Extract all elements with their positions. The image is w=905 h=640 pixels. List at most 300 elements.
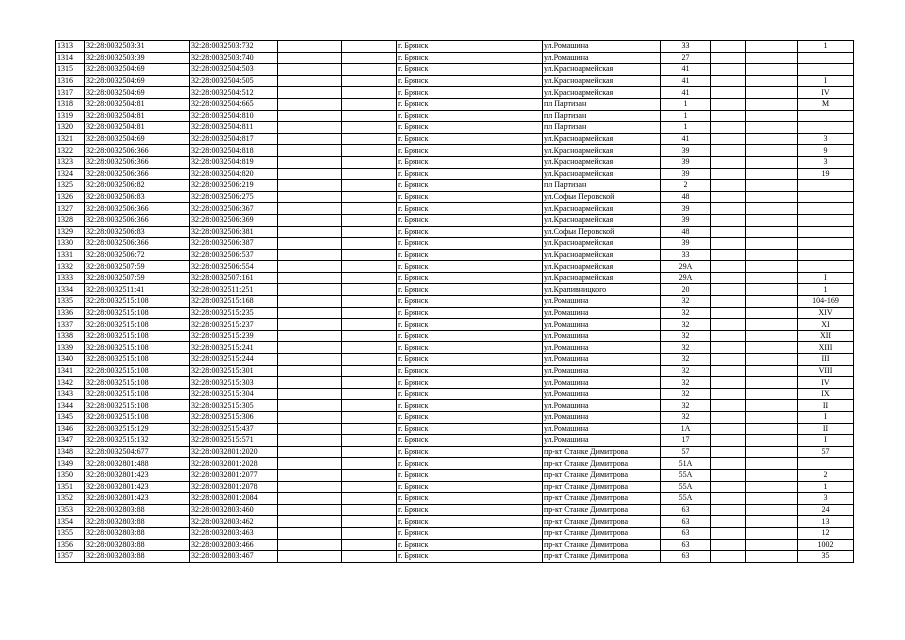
- street-cell: ул.Ромашина: [543, 41, 661, 53]
- city-cell: г. Брянск: [397, 226, 543, 238]
- table-row: [56, 261, 854, 273]
- table-row: [56, 400, 854, 412]
- empty-cell: [711, 284, 746, 296]
- land-cadastral-number-cell: 32:28:0032506:366: [85, 156, 190, 168]
- land-cadastral-number-cell: 32:28:0032506:366: [85, 203, 190, 215]
- object-cadastral-number-cell: 32:28:0032504:819: [190, 156, 278, 168]
- empty-cell: [342, 214, 397, 226]
- empty-cell: [278, 238, 342, 250]
- empty-cell: [278, 330, 342, 342]
- empty-cell: [278, 377, 342, 389]
- empty-cell: [278, 52, 342, 64]
- row-number-cell: 1338: [56, 330, 85, 342]
- object-cadastral-number-cell: 32:28:0032504:503: [190, 64, 278, 76]
- empty-cell: [746, 365, 798, 377]
- street-cell: ул.Красноармейская: [543, 249, 661, 261]
- city-cell: г. Брянск: [397, 319, 543, 331]
- object-cadastral-number-cell: 32:28:0032506:387: [190, 238, 278, 250]
- empty-cell: [746, 435, 798, 447]
- object-cadastral-number-cell: 32:28:0032515:571: [190, 435, 278, 447]
- house-number-cell: 32: [661, 412, 711, 424]
- empty-cell: [342, 504, 397, 516]
- empty-cell: [278, 64, 342, 76]
- empty-cell: [711, 191, 746, 203]
- land-cadastral-number-cell: 32:28:0032803:88: [85, 551, 190, 563]
- object-cadastral-number-cell: 32:28:0032801:2078: [190, 481, 278, 493]
- empty-cell: [342, 435, 397, 447]
- row-number-cell: 1321: [56, 133, 85, 145]
- row-number-cell: 1353: [56, 504, 85, 516]
- empty-cell: [746, 145, 798, 157]
- object-cadastral-number-cell: 32:28:0032801:2084: [190, 493, 278, 505]
- premises-number-cell: XIV: [798, 307, 854, 319]
- row-number-cell: 1313: [56, 41, 85, 53]
- empty-cell: [342, 469, 397, 481]
- city-cell: г. Брянск: [397, 98, 543, 110]
- row-number-cell: 1345: [56, 412, 85, 424]
- empty-cell: [278, 354, 342, 366]
- house-number-cell: 32: [661, 377, 711, 389]
- house-number-cell: 20: [661, 284, 711, 296]
- row-number-cell: 1333: [56, 272, 85, 284]
- street-cell: ул.Красноармейская: [543, 145, 661, 157]
- empty-cell: [711, 516, 746, 528]
- object-cadastral-number-cell: 32:28:0032515:303: [190, 377, 278, 389]
- empty-cell: [342, 284, 397, 296]
- empty-cell: [278, 75, 342, 87]
- house-number-cell: 63: [661, 516, 711, 528]
- premises-number-cell: 19: [798, 168, 854, 180]
- city-cell: г. Брянск: [397, 388, 543, 400]
- registry-rows: [56, 41, 854, 563]
- empty-cell: [711, 307, 746, 319]
- land-cadastral-number-cell: 32:28:0032504:69: [85, 133, 190, 145]
- object-cadastral-number-cell: 32:28:0032515:237: [190, 319, 278, 331]
- street-cell: ул.Софьи Перовской: [543, 226, 661, 238]
- empty-cell: [746, 377, 798, 389]
- empty-cell: [342, 203, 397, 215]
- empty-cell: [711, 98, 746, 110]
- city-cell: г. Брянск: [397, 133, 543, 145]
- street-cell: ул.Красноармейская: [543, 168, 661, 180]
- empty-cell: [342, 400, 397, 412]
- row-number-cell: 1356: [56, 539, 85, 551]
- house-number-cell: 32: [661, 400, 711, 412]
- city-cell: г. Брянск: [397, 156, 543, 168]
- empty-cell: [278, 423, 342, 435]
- object-cadastral-number-cell: 32:28:0032515:244: [190, 354, 278, 366]
- empty-cell: [342, 64, 397, 76]
- house-number-cell: 57: [661, 446, 711, 458]
- empty-cell: [342, 156, 397, 168]
- row-number-cell: 1323: [56, 156, 85, 168]
- empty-cell: [342, 87, 397, 99]
- table-row: [56, 272, 854, 284]
- street-cell: пр-кт Станке Димитрова: [543, 504, 661, 516]
- street-cell: ул.Ромашина: [543, 342, 661, 354]
- object-cadastral-number-cell: 32:28:0032515:305: [190, 400, 278, 412]
- table-row: [56, 64, 854, 76]
- empty-cell: [342, 458, 397, 470]
- land-cadastral-number-cell: 32:28:0032515:108: [85, 330, 190, 342]
- land-cadastral-number-cell: 32:28:0032504:81: [85, 122, 190, 134]
- land-cadastral-number-cell: 32:28:0032515:108: [85, 412, 190, 424]
- empty-cell: [711, 226, 746, 238]
- premises-number-cell: [798, 238, 854, 250]
- house-number-cell: 63: [661, 527, 711, 539]
- street-cell: пр-кт Станке Димитрова: [543, 481, 661, 493]
- street-cell: пл Партизан: [543, 180, 661, 192]
- empty-cell: [278, 481, 342, 493]
- empty-cell: [746, 238, 798, 250]
- object-cadastral-number-cell: 32:28:0032504:817: [190, 133, 278, 145]
- table-row: [56, 423, 854, 435]
- empty-cell: [278, 180, 342, 192]
- house-number-cell: 1: [661, 122, 711, 134]
- empty-cell: [278, 527, 342, 539]
- empty-cell: [711, 41, 746, 53]
- row-number-cell: 1343: [56, 388, 85, 400]
- house-number-cell: 2: [661, 180, 711, 192]
- land-cadastral-number-cell: 32:28:0032803:88: [85, 539, 190, 551]
- object-cadastral-number-cell: 32:28:0032503:740: [190, 52, 278, 64]
- object-cadastral-number-cell: 32:28:0032507:161: [190, 272, 278, 284]
- object-cadastral-number-cell: 32:28:0032504:665: [190, 98, 278, 110]
- table-row: [56, 527, 854, 539]
- street-cell: ул.Красноармейская: [543, 75, 661, 87]
- object-cadastral-number-cell: 32:28:0032504:820: [190, 168, 278, 180]
- empty-cell: [342, 330, 397, 342]
- premises-number-cell: [798, 64, 854, 76]
- empty-cell: [746, 388, 798, 400]
- empty-cell: [342, 261, 397, 273]
- table-row: [56, 516, 854, 528]
- street-cell: ул.Ромашина: [543, 307, 661, 319]
- table-row: [56, 122, 854, 134]
- city-cell: г. Брянск: [397, 342, 543, 354]
- land-cadastral-number-cell: 32:28:0032801:423: [85, 481, 190, 493]
- table-row: [56, 52, 854, 64]
- row-number-cell: 1318: [56, 98, 85, 110]
- empty-cell: [278, 110, 342, 122]
- street-cell: пл Партизан: [543, 122, 661, 134]
- land-cadastral-number-cell: 32:28:0032801:423: [85, 493, 190, 505]
- empty-cell: [342, 249, 397, 261]
- empty-cell: [746, 284, 798, 296]
- city-cell: г. Брянск: [397, 400, 543, 412]
- object-cadastral-number-cell: 32:28:0032504:811: [190, 122, 278, 134]
- city-cell: г. Брянск: [397, 64, 543, 76]
- land-cadastral-number-cell: 32:28:0032515:108: [85, 296, 190, 308]
- row-number-cell: 1351: [56, 481, 85, 493]
- land-cadastral-number-cell: 32:28:0032511:41: [85, 284, 190, 296]
- land-cadastral-number-cell: 32:28:0032506:366: [85, 214, 190, 226]
- empty-cell: [278, 493, 342, 505]
- empty-cell: [342, 539, 397, 551]
- empty-cell: [711, 400, 746, 412]
- table-row: [56, 226, 854, 238]
- empty-cell: [711, 539, 746, 551]
- object-cadastral-number-cell: 32:28:0032801:2028: [190, 458, 278, 470]
- empty-cell: [342, 122, 397, 134]
- row-number-cell: 1352: [56, 493, 85, 505]
- empty-cell: [711, 412, 746, 424]
- empty-cell: [746, 551, 798, 563]
- house-number-cell: 55А: [661, 469, 711, 481]
- row-number-cell: 1339: [56, 342, 85, 354]
- empty-cell: [342, 191, 397, 203]
- house-number-cell: 39: [661, 156, 711, 168]
- city-cell: г. Брянск: [397, 110, 543, 122]
- row-number-cell: 1332: [56, 261, 85, 273]
- premises-number-cell: 9: [798, 145, 854, 157]
- street-cell: пр-кт Станке Димитрова: [543, 446, 661, 458]
- street-cell: пр-кт Станке Димитрова: [543, 458, 661, 470]
- object-cadastral-number-cell: 32:28:0032803:460: [190, 504, 278, 516]
- empty-cell: [711, 423, 746, 435]
- city-cell: г. Брянск: [397, 446, 543, 458]
- premises-number-cell: IX: [798, 388, 854, 400]
- row-number-cell: 1326: [56, 191, 85, 203]
- row-number-cell: 1357: [56, 551, 85, 563]
- table-row: [56, 469, 854, 481]
- empty-cell: [342, 307, 397, 319]
- row-number-cell: 1348: [56, 446, 85, 458]
- land-cadastral-number-cell: 32:28:0032515:108: [85, 307, 190, 319]
- empty-cell: [711, 145, 746, 157]
- empty-cell: [278, 272, 342, 284]
- land-cadastral-number-cell: 32:28:0032506:366: [85, 145, 190, 157]
- premises-number-cell: 1: [798, 284, 854, 296]
- city-cell: г. Брянск: [397, 377, 543, 389]
- empty-cell: [746, 342, 798, 354]
- table-row: [56, 98, 854, 110]
- city-cell: г. Брянск: [397, 41, 543, 53]
- empty-cell: [711, 261, 746, 273]
- premises-number-cell: 3: [798, 493, 854, 505]
- land-cadastral-number-cell: 32:28:0032803:88: [85, 504, 190, 516]
- premises-number-cell: I: [798, 272, 854, 284]
- empty-cell: [711, 238, 746, 250]
- street-cell: ул.Ромашина: [543, 377, 661, 389]
- empty-cell: [342, 41, 397, 53]
- land-cadastral-number-cell: 32:28:0032515:108: [85, 319, 190, 331]
- land-cadastral-number-cell: 32:28:0032503:31: [85, 41, 190, 53]
- street-cell: ул.Ромашина: [543, 319, 661, 331]
- empty-cell: [711, 52, 746, 64]
- row-number-cell: 1342: [56, 377, 85, 389]
- object-cadastral-number-cell: 32:28:0032801:2020: [190, 446, 278, 458]
- object-cadastral-number-cell: 32:28:0032515:304: [190, 388, 278, 400]
- object-cadastral-number-cell: 32:28:0032801:2077: [190, 469, 278, 481]
- house-number-cell: 27: [661, 52, 711, 64]
- empty-cell: [278, 307, 342, 319]
- empty-cell: [746, 330, 798, 342]
- row-number-cell: 1350: [56, 469, 85, 481]
- empty-cell: [278, 87, 342, 99]
- premises-number-cell: 2: [798, 469, 854, 481]
- empty-cell: [278, 388, 342, 400]
- house-number-cell: 17: [661, 435, 711, 447]
- table-row: [56, 75, 854, 87]
- land-cadastral-number-cell: 32:28:0032503:39: [85, 52, 190, 64]
- empty-cell: [342, 527, 397, 539]
- premises-number-cell: 3: [798, 133, 854, 145]
- premises-number-cell: XIII: [798, 342, 854, 354]
- house-number-cell: 1: [661, 110, 711, 122]
- street-cell: ул.Красноармейская: [543, 272, 661, 284]
- land-cadastral-number-cell: 32:28:0032506:366: [85, 168, 190, 180]
- premises-number-cell: 1: [798, 41, 854, 53]
- house-number-cell: 39: [661, 238, 711, 250]
- city-cell: г. Брянск: [397, 354, 543, 366]
- empty-cell: [746, 214, 798, 226]
- table-row: [56, 330, 854, 342]
- empty-cell: [278, 145, 342, 157]
- street-cell: ул.Софьи Перовской: [543, 191, 661, 203]
- premises-number-cell: XI: [798, 319, 854, 331]
- row-number-cell: 1337: [56, 319, 85, 331]
- object-cadastral-number-cell: 32:28:0032511:251: [190, 284, 278, 296]
- empty-cell: [711, 214, 746, 226]
- empty-cell: [746, 307, 798, 319]
- empty-cell: [278, 319, 342, 331]
- row-number-cell: 1354: [56, 516, 85, 528]
- empty-cell: [711, 203, 746, 215]
- empty-cell: [746, 180, 798, 192]
- empty-cell: [342, 481, 397, 493]
- row-number-cell: 1322: [56, 145, 85, 157]
- street-cell: пл Партизан: [543, 98, 661, 110]
- premises-number-cell: [798, 203, 854, 215]
- street-cell: пр-кт Станке Димитрова: [543, 527, 661, 539]
- city-cell: г. Брянск: [397, 261, 543, 273]
- empty-cell: [746, 261, 798, 273]
- table-row: [56, 365, 854, 377]
- object-cadastral-number-cell: 32:28:0032506:554: [190, 261, 278, 273]
- empty-cell: [711, 87, 746, 99]
- empty-cell: [711, 75, 746, 87]
- house-number-cell: 32: [661, 342, 711, 354]
- city-cell: г. Брянск: [397, 168, 543, 180]
- empty-cell: [746, 87, 798, 99]
- row-number-cell: 1355: [56, 527, 85, 539]
- street-cell: ул.Ромашина: [543, 296, 661, 308]
- empty-cell: [746, 110, 798, 122]
- premises-number-cell: VIII: [798, 365, 854, 377]
- empty-cell: [342, 110, 397, 122]
- object-cadastral-number-cell: 32:28:0032515:301: [190, 365, 278, 377]
- empty-cell: [746, 469, 798, 481]
- land-cadastral-number-cell: 32:28:0032803:88: [85, 516, 190, 528]
- empty-cell: [746, 249, 798, 261]
- row-number-cell: 1336: [56, 307, 85, 319]
- empty-cell: [342, 168, 397, 180]
- empty-cell: [746, 296, 798, 308]
- house-number-cell: 41: [661, 75, 711, 87]
- city-cell: г. Брянск: [397, 52, 543, 64]
- land-cadastral-number-cell: 32:28:0032506:72: [85, 249, 190, 261]
- street-cell: ул.Красноармейская: [543, 87, 661, 99]
- object-cadastral-number-cell: 32:28:0032515:168: [190, 296, 278, 308]
- house-number-cell: 32: [661, 354, 711, 366]
- row-number-cell: 1349: [56, 458, 85, 470]
- city-cell: г. Брянск: [397, 458, 543, 470]
- empty-cell: [342, 238, 397, 250]
- empty-cell: [278, 122, 342, 134]
- empty-cell: [746, 64, 798, 76]
- document-page: [55, 40, 853, 563]
- empty-cell: [342, 180, 397, 192]
- table-row: [56, 156, 854, 168]
- street-cell: ул.Красноармейская: [543, 64, 661, 76]
- premises-number-cell: [798, 191, 854, 203]
- city-cell: г. Брянск: [397, 412, 543, 424]
- land-cadastral-number-cell: 32:28:0032504:677: [85, 446, 190, 458]
- empty-cell: [711, 342, 746, 354]
- empty-cell: [342, 75, 397, 87]
- empty-cell: [278, 504, 342, 516]
- land-cadastral-number-cell: 32:28:0032515:108: [85, 342, 190, 354]
- city-cell: г. Брянск: [397, 272, 543, 284]
- city-cell: г. Брянск: [397, 330, 543, 342]
- empty-cell: [278, 156, 342, 168]
- premises-number-cell: 12: [798, 527, 854, 539]
- city-cell: г. Брянск: [397, 214, 543, 226]
- premises-number-cell: II: [798, 400, 854, 412]
- empty-cell: [711, 504, 746, 516]
- empty-cell: [746, 481, 798, 493]
- row-number-cell: 1334: [56, 284, 85, 296]
- empty-cell: [711, 330, 746, 342]
- object-cadastral-number-cell: 32:28:0032504:505: [190, 75, 278, 87]
- street-cell: ул.Ромашина: [543, 330, 661, 342]
- city-cell: г. Брянск: [397, 539, 543, 551]
- land-cadastral-number-cell: 32:28:0032507:59: [85, 261, 190, 273]
- empty-cell: [746, 75, 798, 87]
- table-row: [56, 145, 854, 157]
- empty-cell: [278, 296, 342, 308]
- house-number-cell: 33: [661, 41, 711, 53]
- city-cell: г. Брянск: [397, 238, 543, 250]
- premises-number-cell: 104-169: [798, 296, 854, 308]
- house-number-cell: 39: [661, 168, 711, 180]
- object-cadastral-number-cell: 32:28:0032506:537: [190, 249, 278, 261]
- street-cell: ул.Красноармейская: [543, 203, 661, 215]
- premises-number-cell: 1002: [798, 539, 854, 551]
- street-cell: пр-кт Станке Димитрова: [543, 493, 661, 505]
- empty-cell: [711, 481, 746, 493]
- object-cadastral-number-cell: 32:28:0032515:235: [190, 307, 278, 319]
- premises-number-cell: I: [798, 412, 854, 424]
- object-cadastral-number-cell: 32:28:0032503:732: [190, 41, 278, 53]
- empty-cell: [342, 296, 397, 308]
- empty-cell: [278, 168, 342, 180]
- row-number-cell: 1346: [56, 423, 85, 435]
- empty-cell: [746, 354, 798, 366]
- premises-number-cell: [798, 180, 854, 192]
- empty-cell: [711, 249, 746, 261]
- house-number-cell: 63: [661, 504, 711, 516]
- empty-cell: [342, 52, 397, 64]
- city-cell: г. Брянск: [397, 551, 543, 563]
- table-row: [56, 342, 854, 354]
- street-cell: ул.Ромашина: [543, 365, 661, 377]
- empty-cell: [278, 342, 342, 354]
- house-number-cell: 63: [661, 551, 711, 563]
- row-number-cell: 1324: [56, 168, 85, 180]
- house-number-cell: 41: [661, 133, 711, 145]
